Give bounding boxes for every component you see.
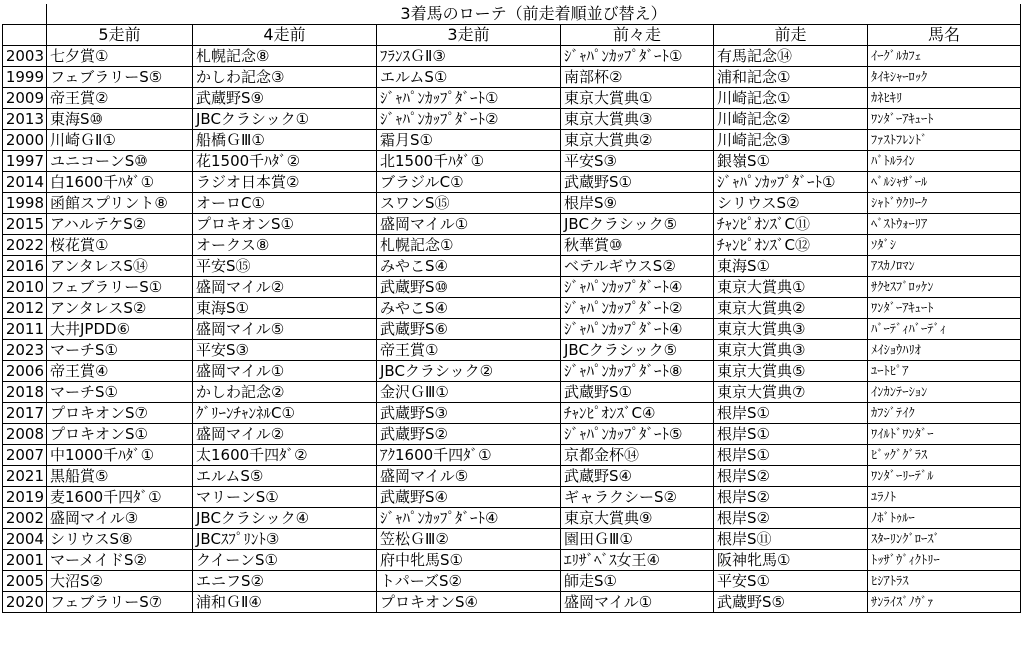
last-race-cell: シリウスS② xyxy=(714,193,868,214)
year-cell: 2011 xyxy=(3,319,47,340)
table-title: 3着馬のローテ（前走着順並び替え） xyxy=(47,4,1021,25)
race-2-ago-cell: ｼﾞｬﾊﾟﾝｶｯﾌﾟﾀﾞｰﾄ① xyxy=(561,46,714,67)
year-cell: 2010 xyxy=(3,277,47,298)
horse-name-cell: ﾜﾝﾀﾞｰｱｷｭｰﾄ xyxy=(868,109,1021,130)
race-4-ago-cell: 札幌記念⑧ xyxy=(193,46,377,67)
year-cell: 2022 xyxy=(3,235,47,256)
horse-name-cell: ﾜﾝﾀﾞｰｱｷｭｰﾄ xyxy=(868,298,1021,319)
race-3-ago-cell: JBCクラシック② xyxy=(377,361,561,382)
race-2-ago-cell: 平安S③ xyxy=(561,151,714,172)
race-4-ago-cell: ラジオ日本賞② xyxy=(193,172,377,193)
race-5-ago-cell: 桜花賞① xyxy=(47,235,193,256)
race-3-ago-cell: ﾌﾗﾝｽＧⅡ③ xyxy=(377,46,561,67)
race-5-ago-cell: 七夕賞① xyxy=(47,46,193,67)
horse-name-cell: ﾜｲﾙﾄﾞﾜﾝﾀﾞｰ xyxy=(868,424,1021,445)
race-4-ago-cell: マリーンS① xyxy=(193,487,377,508)
race-5-ago-cell: マーメイドS② xyxy=(47,550,193,571)
race-3-ago-cell: プロキオンS④ xyxy=(377,592,561,613)
race-4-ago-cell: JBCクラシック④ xyxy=(193,508,377,529)
race-5-ago-cell: 川崎ＧⅡ① xyxy=(47,130,193,151)
last-race-cell: 東京大賞典⑤ xyxy=(714,361,868,382)
year-cell: 2014 xyxy=(3,172,47,193)
year-cell: 2000 xyxy=(3,130,47,151)
horse-name-cell: ｽﾀｰﾘﾝｸﾞﾛｰｽﾞ xyxy=(868,529,1021,550)
race-2-ago-cell: ｼﾞｬﾊﾟﾝｶｯﾌﾟﾀﾞｰﾄ④ xyxy=(561,277,714,298)
year-cell: 2001 xyxy=(3,550,47,571)
last-race-cell: 川崎記念① xyxy=(714,88,868,109)
race-2-ago-cell: 根岸S⑨ xyxy=(561,193,714,214)
last-race-cell: 根岸S② xyxy=(714,508,868,529)
table-row xyxy=(3,235,1021,256)
race-5-ago-cell: プロキオンS⑦ xyxy=(47,403,193,424)
table-row xyxy=(3,67,1021,88)
race-3-ago-cell: 霜月S① xyxy=(377,130,561,151)
race-4-ago-cell: オーロC① xyxy=(193,193,377,214)
race-2-ago-cell: ベテルギウスS② xyxy=(561,256,714,277)
race-2-ago-cell: 武蔵野S① xyxy=(561,172,714,193)
last-race-cell: 根岸S① xyxy=(714,424,868,445)
horse-name-cell: ﾍﾞｽﾄｳｫｰﾘｱ xyxy=(868,214,1021,235)
race-5-ago-cell: 函館スプリント⑧ xyxy=(47,193,193,214)
header-race-4-ago: 4走前 xyxy=(193,25,377,46)
race-5-ago-cell: 盛岡マイル③ xyxy=(47,508,193,529)
year-cell: 2005 xyxy=(3,571,47,592)
last-race-cell: 平安S① xyxy=(714,571,868,592)
header-last-race: 前走 xyxy=(714,25,868,46)
table-row xyxy=(3,571,1021,592)
race-4-ago-cell: 盛岡マイル② xyxy=(193,424,377,445)
race-2-ago-cell: JBCクラシック⑤ xyxy=(561,214,714,235)
table-row xyxy=(3,592,1021,613)
horse-name-cell: ﾄｯｻﾞｳﾞｨｸﾄﾘｰ xyxy=(868,550,1021,571)
race-5-ago-cell: フェブラリーS⑤ xyxy=(47,67,193,88)
horse-name-cell: ｲﾝｶﾝﾃｰｼｮﾝ xyxy=(868,382,1021,403)
race-3-ago-cell: 武蔵野S② xyxy=(377,424,561,445)
race-4-ago-cell: 盛岡マイル⑤ xyxy=(193,319,377,340)
table-row xyxy=(3,193,1021,214)
last-race-cell: 有馬記念⑭ xyxy=(714,46,868,67)
race-2-ago-cell: ｼﾞｬﾊﾟﾝｶｯﾌﾟﾀﾞｰﾄ② xyxy=(561,298,714,319)
race-4-ago-cell: エニフS② xyxy=(193,571,377,592)
race-3-ago-cell: 武蔵野S⑩ xyxy=(377,277,561,298)
race-4-ago-cell: JBCクラシック① xyxy=(193,109,377,130)
race-3-ago-cell: 府中牝馬S① xyxy=(377,550,561,571)
last-race-cell: 東京大賞典① xyxy=(714,277,868,298)
race-3-ago-cell: ｼﾞｬﾊﾟﾝｶｯﾌﾟﾀﾞｰﾄ④ xyxy=(377,508,561,529)
table-row xyxy=(3,319,1021,340)
race-5-ago-cell: フェブラリーS⑦ xyxy=(47,592,193,613)
horse-name-cell: ﾊﾞｰﾃﾞｨﾊﾞｰﾃﾞｨ xyxy=(868,319,1021,340)
race-4-ago-cell: プロキオンS① xyxy=(193,214,377,235)
race-3-ago-cell: 金沢ＧⅢ① xyxy=(377,382,561,403)
title-row xyxy=(3,4,1021,25)
year-cell: 2017 xyxy=(3,403,47,424)
race-2-ago-cell: 武蔵野S① xyxy=(561,382,714,403)
race-5-ago-cell: シリウスS⑧ xyxy=(47,529,193,550)
last-race-cell: 根岸S① xyxy=(714,445,868,466)
horse-name-cell: ﾌｧｽﾄﾌﾚﾝﾄﾞ xyxy=(868,130,1021,151)
year-cell: 2018 xyxy=(3,382,47,403)
horse-name-cell: ﾍﾞﾙｼｬｻﾞｰﾙ xyxy=(868,172,1021,193)
race-2-ago-cell: 園田ＧⅢ① xyxy=(561,529,714,550)
horse-name-cell: ｶﾌｼﾞﾃｲｸ xyxy=(868,403,1021,424)
race-2-ago-cell: 東京大賞典① xyxy=(561,88,714,109)
race-3-ago-cell: ブラジルC① xyxy=(377,172,561,193)
last-race-cell: ﾁｬﾝﾋﾟｵﾝｽﾞC⑫ xyxy=(714,235,868,256)
year-cell: 2004 xyxy=(3,529,47,550)
last-race-cell: 東京大賞典⑦ xyxy=(714,382,868,403)
horse-name-cell: ｿﾀﾞｼ xyxy=(868,235,1021,256)
race-3-ago-cell: スワンS⑮ xyxy=(377,193,561,214)
race-5-ago-cell: フェブラリーS① xyxy=(47,277,193,298)
table-row xyxy=(3,130,1021,151)
last-race-cell: 東京大賞典③ xyxy=(714,319,868,340)
race-2-ago-cell: 京都金杯⑭ xyxy=(561,445,714,466)
year-cell: 2013 xyxy=(3,109,47,130)
last-race-cell: 東京大賞典② xyxy=(714,298,868,319)
horse-name-cell: ﾊﾞﾄﾙﾗｲﾝ xyxy=(868,151,1021,172)
race-3-ago-cell: エルムS① xyxy=(377,67,561,88)
last-race-cell: 川崎記念② xyxy=(714,109,868,130)
race-4-ago-cell: 太1600千四ﾀﾞ② xyxy=(193,445,377,466)
year-cell: 2019 xyxy=(3,487,47,508)
race-3-ago-cell: 笠松ＧⅢ② xyxy=(377,529,561,550)
race-5-ago-cell: 東海S⑩ xyxy=(47,109,193,130)
year-cell: 2020 xyxy=(3,592,47,613)
table-row xyxy=(3,529,1021,550)
race-4-ago-cell: エルムS⑤ xyxy=(193,466,377,487)
table-row xyxy=(3,424,1021,445)
race-2-ago-cell: ｼﾞｬﾊﾟﾝｶｯﾌﾟﾀﾞｰﾄ④ xyxy=(561,319,714,340)
race-3-ago-cell: 盛岡マイル① xyxy=(377,214,561,235)
race-4-ago-cell: 平安S⑮ xyxy=(193,256,377,277)
race-3-ago-cell: みやこS④ xyxy=(377,256,561,277)
last-race-cell: 根岸S② xyxy=(714,466,868,487)
year-cell: 1999 xyxy=(3,67,47,88)
table-row xyxy=(3,46,1021,67)
race-3-ago-cell: 帝王賞① xyxy=(377,340,561,361)
race-5-ago-cell: プロキオンS① xyxy=(47,424,193,445)
race-2-ago-cell: 東京大賞典③ xyxy=(561,109,714,130)
race-4-ago-cell: 盛岡マイル① xyxy=(193,361,377,382)
horse-name-cell: ｲｰｸﾞﾙｶﾌｪ xyxy=(868,46,1021,67)
table-row xyxy=(3,340,1021,361)
race-4-ago-cell: 船橋ＧⅢ① xyxy=(193,130,377,151)
table-row xyxy=(3,277,1021,298)
year-cell: 2002 xyxy=(3,508,47,529)
year-cell: 2012 xyxy=(3,298,47,319)
race-4-ago-cell: JBCｽﾌﾟﾘﾝﾄ③ xyxy=(193,529,377,550)
title-corner-cell xyxy=(3,4,47,25)
race-4-ago-cell: 東海S① xyxy=(193,298,377,319)
horse-name-cell: ｶﾈﾋｷﾘ xyxy=(868,88,1021,109)
race-2-ago-cell: 盛岡マイル① xyxy=(561,592,714,613)
horse-name-cell: ﾜﾝﾀﾞｰﾘｰﾃﾞﾙ xyxy=(868,466,1021,487)
horse-name-cell: ﾕﾗﾉﾄ xyxy=(868,487,1021,508)
race-5-ago-cell: 麦1600千四ﾀﾞ① xyxy=(47,487,193,508)
header-race-5-ago: 5走前 xyxy=(47,25,193,46)
race-2-ago-cell: ﾁｬﾝﾋﾟｵﾝｽﾞC④ xyxy=(561,403,714,424)
last-race-cell: ﾁｬﾝﾋﾟｵﾝｽﾞC⑪ xyxy=(714,214,868,235)
last-race-cell: 根岸S⑪ xyxy=(714,529,868,550)
horse-name-cell: ﾋﾞｯｸﾞｸﾞﾗｽ xyxy=(868,445,1021,466)
horse-name-cell: ｻﾝﾗｲｽﾞﾉｳﾞｧ xyxy=(868,592,1021,613)
race-5-ago-cell: 帝王賞④ xyxy=(47,361,193,382)
year-cell: 2003 xyxy=(3,46,47,67)
header-horse-name: 馬名 xyxy=(868,25,1021,46)
horse-name-cell: ﾉﾎﾞﾄｩﾙｰ xyxy=(868,508,1021,529)
race-3-ago-cell: 札幌記念① xyxy=(377,235,561,256)
race-3-ago-cell: みやこS④ xyxy=(377,298,561,319)
race-5-ago-cell: アハルテケS② xyxy=(47,214,193,235)
race-4-ago-cell: 平安S③ xyxy=(193,340,377,361)
horse-name-cell: ｱｽｶﾉﾛﾏﾝ xyxy=(868,256,1021,277)
horse-name-cell: ﾒｲｼｮｳﾊﾘｵ xyxy=(868,340,1021,361)
horse-name-cell: ﾕｰﾄﾋﾟｱ xyxy=(868,361,1021,382)
race-2-ago-cell: ｴﾘｻﾞﾍﾞｽ女王④ xyxy=(561,550,714,571)
last-race-cell: 武蔵野S⑤ xyxy=(714,592,868,613)
race-3-ago-cell: 盛岡マイル⑤ xyxy=(377,466,561,487)
header-row xyxy=(3,25,1021,46)
header-race-2-ago: 前々走 xyxy=(561,25,714,46)
last-race-cell: 銀嶺S① xyxy=(714,151,868,172)
year-cell: 2007 xyxy=(3,445,47,466)
race-5-ago-cell: 帝王賞② xyxy=(47,88,193,109)
year-cell: 2016 xyxy=(3,256,47,277)
last-race-cell: 根岸S① xyxy=(714,403,868,424)
race-2-ago-cell: ギャラクシーS② xyxy=(561,487,714,508)
table-row xyxy=(3,487,1021,508)
last-race-cell: 浦和記念① xyxy=(714,67,868,88)
race-3-ago-cell: 武蔵野S④ xyxy=(377,487,561,508)
race-5-ago-cell: アンタレスS⑭ xyxy=(47,256,193,277)
table-row xyxy=(3,382,1021,403)
table-row xyxy=(3,214,1021,235)
last-race-cell: 東海S① xyxy=(714,256,868,277)
race-2-ago-cell: 東京大賞典⑨ xyxy=(561,508,714,529)
last-race-cell: 根岸S② xyxy=(714,487,868,508)
table-row xyxy=(3,88,1021,109)
year-cell: 2021 xyxy=(3,466,47,487)
horse-name-cell: ｻｸｾｽﾌﾞﾛｯｹﾝ xyxy=(868,277,1021,298)
race-5-ago-cell: 大沼S② xyxy=(47,571,193,592)
race-4-ago-cell: クイーンS① xyxy=(193,550,377,571)
table-row xyxy=(3,550,1021,571)
race-2-ago-cell: 秋華賞⑩ xyxy=(561,235,714,256)
table-row xyxy=(3,466,1021,487)
year-cell: 2023 xyxy=(3,340,47,361)
race-5-ago-cell: 中1000千ﾊﾀﾞ① xyxy=(47,445,193,466)
race-4-ago-cell: 花1500千ﾊﾀﾞ② xyxy=(193,151,377,172)
year-cell: 1998 xyxy=(3,193,47,214)
race-5-ago-cell: ユニコーンS⑩ xyxy=(47,151,193,172)
race-5-ago-cell: アンタレスS② xyxy=(47,298,193,319)
table-row xyxy=(3,151,1021,172)
year-cell: 2008 xyxy=(3,424,47,445)
race-4-ago-cell: 盛岡マイル② xyxy=(193,277,377,298)
race-3-ago-cell: ｱｸ1600千四ﾀﾞ① xyxy=(377,445,561,466)
header-race-3-ago: 3走前 xyxy=(377,25,561,46)
race-3-ago-cell: ｼﾞｬﾊﾟﾝｶｯﾌﾟﾀﾞｰﾄ① xyxy=(377,88,561,109)
race-5-ago-cell: 白1600千ﾊﾀﾞ① xyxy=(47,172,193,193)
last-race-cell: 阪神牝馬① xyxy=(714,550,868,571)
table-row xyxy=(3,298,1021,319)
race-2-ago-cell: 武蔵野S④ xyxy=(561,466,714,487)
race-3-ago-cell: ｼﾞｬﾊﾟﾝｶｯﾌﾟﾀﾞｰﾄ② xyxy=(377,109,561,130)
race-2-ago-cell: JBCクラシック⑤ xyxy=(561,340,714,361)
race-2-ago-cell: 師走S① xyxy=(561,571,714,592)
table-row xyxy=(3,445,1021,466)
table-row xyxy=(3,361,1021,382)
race-3-ago-cell: トパーズS② xyxy=(377,571,561,592)
race-4-ago-cell: 浦和ＧⅡ④ xyxy=(193,592,377,613)
horse-name-cell: ﾀｲｷｼｬｰﾛｯｸ xyxy=(868,67,1021,88)
race-3-ago-cell: 北1500千ﾊﾀﾞ① xyxy=(377,151,561,172)
race-5-ago-cell: マーチS① xyxy=(47,340,193,361)
race-3-ago-cell: 武蔵野S③ xyxy=(377,403,561,424)
race-2-ago-cell: ｼﾞｬﾊﾟﾝｶｯﾌﾟﾀﾞｰﾄ⑤ xyxy=(561,424,714,445)
last-race-cell: ｼﾞｬﾊﾟﾝｶｯﾌﾟﾀﾞｰﾄ① xyxy=(714,172,868,193)
year-cell: 2009 xyxy=(3,88,47,109)
race-2-ago-cell: 南部杯② xyxy=(561,67,714,88)
race-4-ago-cell: オークス⑧ xyxy=(193,235,377,256)
race-3-ago-cell: 武蔵野S⑥ xyxy=(377,319,561,340)
table-row xyxy=(3,172,1021,193)
horse-name-cell: ｼｬﾄﾞｳｸﾘｰｸ xyxy=(868,193,1021,214)
table-row xyxy=(3,256,1021,277)
race-4-ago-cell: かしわ記念③ xyxy=(193,67,377,88)
last-race-cell: 川崎記念③ xyxy=(714,130,868,151)
race-4-ago-cell: ｸﾞﾘｰﾝﾁｬﾝﾈﾙC① xyxy=(193,403,377,424)
race-5-ago-cell: 大井JPDD⑥ xyxy=(47,319,193,340)
race-5-ago-cell: 黒船賞⑤ xyxy=(47,466,193,487)
last-race-cell: 東京大賞典③ xyxy=(714,340,868,361)
table-row xyxy=(3,508,1021,529)
race-2-ago-cell: 東京大賞典② xyxy=(561,130,714,151)
year-cell: 2015 xyxy=(3,214,47,235)
horse-name-cell: ﾋｼｱﾄﾗｽ xyxy=(868,571,1021,592)
year-cell: 1997 xyxy=(3,151,47,172)
race-5-ago-cell: マーチS① xyxy=(47,382,193,403)
race-2-ago-cell: ｼﾞｬﾊﾟﾝｶｯﾌﾟﾀﾞｰﾄ⑧ xyxy=(561,361,714,382)
table-row xyxy=(3,403,1021,424)
race-4-ago-cell: 武蔵野S⑨ xyxy=(193,88,377,109)
header-year xyxy=(3,25,47,46)
rotation-table xyxy=(2,4,1021,613)
table-row xyxy=(3,109,1021,130)
year-cell: 2006 xyxy=(3,361,47,382)
race-4-ago-cell: かしわ記念② xyxy=(193,382,377,403)
